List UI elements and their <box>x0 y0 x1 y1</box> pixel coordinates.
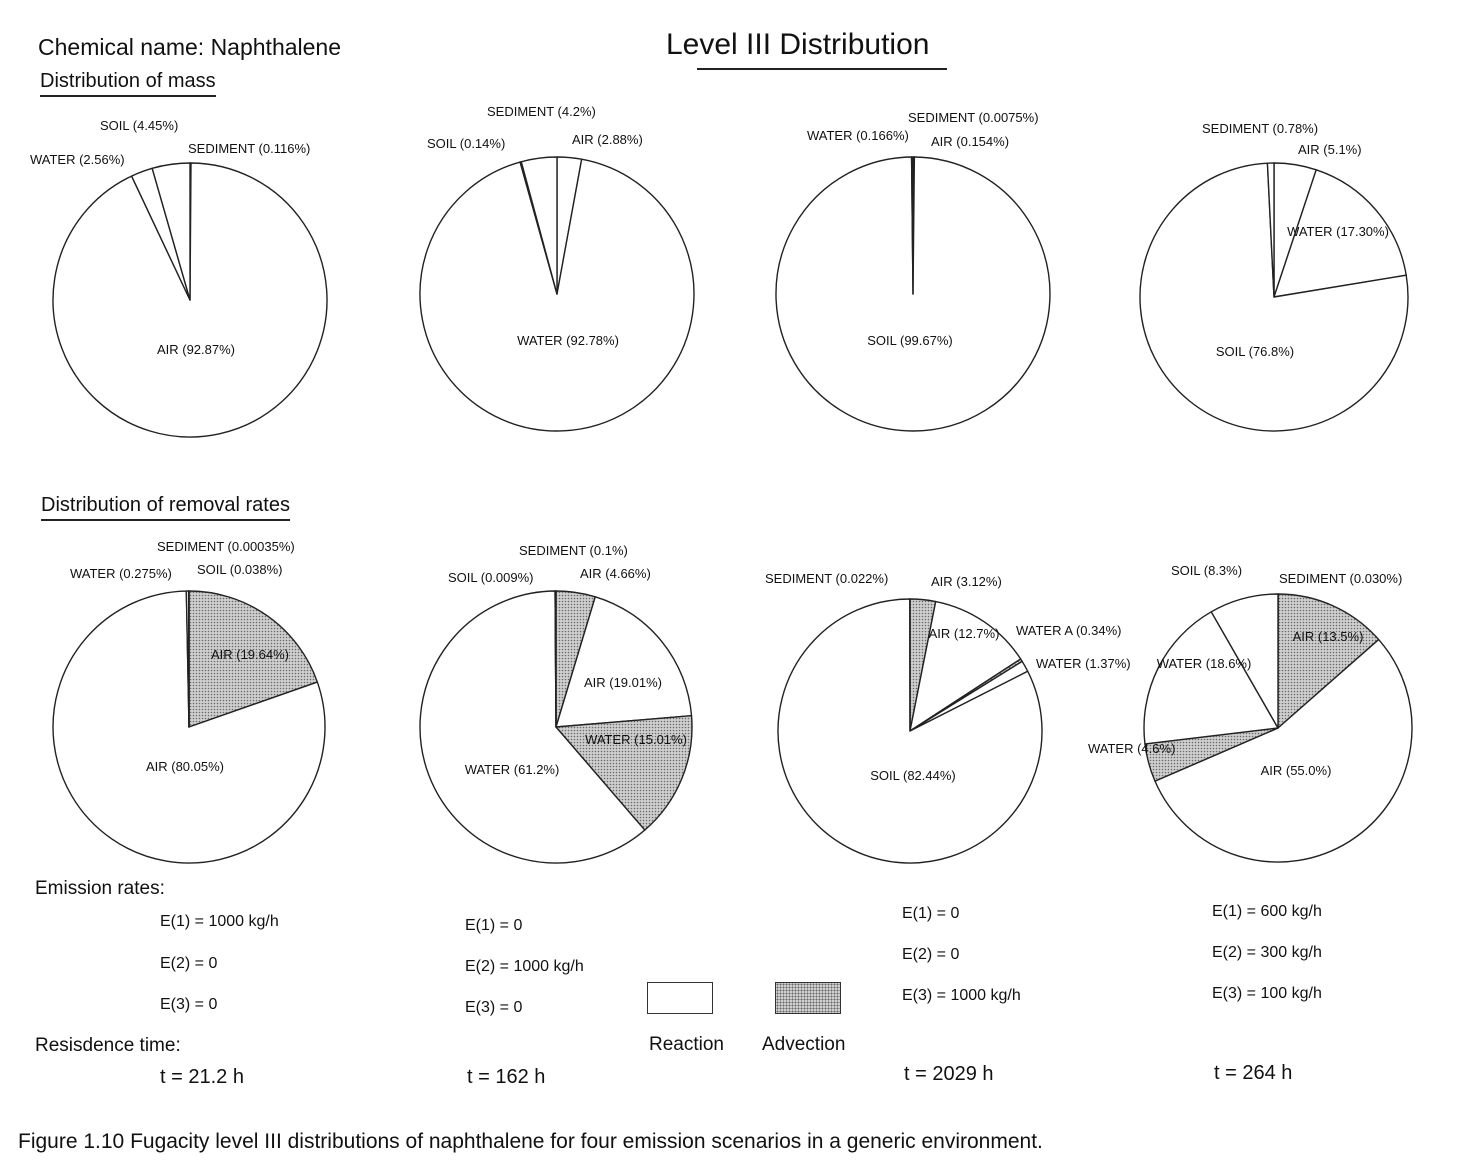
pie-chart-2 <box>420 104 694 431</box>
scenario2-e2: E(2) = 1000 kg/h <box>465 958 584 975</box>
slice-label-soil-76-8: SOIL (76.8%) <box>1215 344 1295 359</box>
figure-caption: Figure 1.10 Fugacity level III distributions of naphthalene for four emission scenarios in a generic environment. <box>18 1130 1043 1153</box>
slice-label-air-12-7: AIR (12.7%) <box>928 626 1000 641</box>
scenario4-e2: E(2) = 300 kg/h <box>1212 944 1322 961</box>
pie-chart-4 <box>1140 121 1408 431</box>
scenario4-e1: E(1) = 600 kg/h <box>1212 903 1322 920</box>
slice-label-water-61-2: WATER (61.2%) <box>464 762 560 777</box>
legend-reaction-swatch <box>647 982 713 1014</box>
slice-label-soil-0-038: SOIL (0.038%) <box>197 562 283 577</box>
slice-label-sediment-0-00035: SEDIMENT (0.00035%) <box>157 539 295 554</box>
pie-chart-8 <box>1088 563 1412 862</box>
removal-section-heading: Distribution of removal rates <box>41 494 290 521</box>
pie-slice-sediment-0-1 <box>555 591 556 727</box>
slice-label-water-0-166: WATER (0.166%) <box>807 128 909 143</box>
scenario3-residence-time: t = 2029 h <box>904 1063 994 1085</box>
slice-label-air-19-01: AIR (19.01%) <box>583 675 663 690</box>
scenario1-e2: E(2) = 0 <box>160 955 218 972</box>
residence-time-heading: Resisdence time: <box>35 1035 181 1056</box>
slice-label-water-18-6: WATER (18.6%) <box>1156 656 1252 671</box>
scenario1-e1: E(1) = 1000 kg/h <box>160 913 279 930</box>
scenario2-e1: E(1) = 0 <box>465 917 523 934</box>
pie-chart-3 <box>776 110 1050 431</box>
scenario3-e1: E(1) = 0 <box>902 905 960 922</box>
legend-advection-label: Advection <box>762 1034 846 1055</box>
slice-label-sediment-0-022: SEDIMENT (0.022%) <box>765 571 889 586</box>
slice-label-air-92-87: AIR (92.87%) <box>156 342 236 357</box>
slice-label-soil-0-14: SOIL (0.14%) <box>427 136 506 151</box>
slice-label-water-2-56: WATER (2.56%) <box>30 152 125 167</box>
slice-label-water-4-6: WATER (4.6%) <box>1088 741 1176 756</box>
slice-label-sediment-0-78: SEDIMENT (0.78%) <box>1202 121 1319 136</box>
slice-label-soil-0-009: SOIL (0.009%) <box>448 570 534 585</box>
legend-reaction-label: Reaction <box>649 1034 724 1055</box>
pie-chart-1 <box>30 118 327 437</box>
slice-label-soil-4-45: SOIL (4.45%) <box>100 118 179 133</box>
figure-title: Level III Distribution <box>666 28 930 61</box>
emission-rates-heading: Emission rates: <box>35 878 165 899</box>
slice-label-water-1-37: WATER (1.37%) <box>1036 656 1131 671</box>
slice-label-air-2-88: AIR (2.88%) <box>572 132 643 147</box>
scenario4-residence-time: t = 264 h <box>1214 1062 1293 1084</box>
legend-advection-swatch <box>775 982 841 1014</box>
slice-label-air-19-64: AIR (19.64%) <box>210 647 290 662</box>
slice-label-sediment-0-0075: SEDIMENT (0.0075%) <box>908 110 1039 125</box>
slice-label-air-80-05: AIR (80.05%) <box>145 759 225 774</box>
slice-label-sediment-0-1: SEDIMENT (0.1%) <box>519 543 628 558</box>
slice-label-soil-99-67: SOIL (99.67%) <box>867 333 953 348</box>
scenario4-e3: E(3) = 100 kg/h <box>1212 985 1322 1002</box>
slice-label-sediment-0-116: SEDIMENT (0.116%) <box>188 141 311 156</box>
pie-chart-7 <box>765 571 1131 863</box>
scenario1-e3: E(3) = 0 <box>160 996 218 1013</box>
scenario2-e3: E(3) = 0 <box>465 999 523 1016</box>
slice-label-water-a-0-34: WATER A (0.34%) <box>1016 623 1122 638</box>
slice-label-water-15-01: WATER (15.01%) <box>585 732 687 747</box>
slice-label-air-55-0: AIR (55.0%) <box>1260 763 1332 778</box>
slice-label-water-0-275: WATER (0.275%) <box>70 566 172 581</box>
slice-label-air-0-154: AIR (0.154%) <box>931 134 1010 149</box>
slice-label-air-4-66: AIR (4.66%) <box>580 566 651 581</box>
pie-chart-5 <box>53 539 325 863</box>
mass-section-heading: Distribution of mass <box>40 70 216 97</box>
slice-label-sediment-0-030: SEDIMENT (0.030%) <box>1279 571 1403 586</box>
scenario3-e2: E(2) = 0 <box>902 946 960 963</box>
scenario1-residence-time: t = 21.2 h <box>160 1066 244 1088</box>
slice-label-air-3-12: AIR (3.12%) <box>931 574 1002 589</box>
slice-label-air-5-1: AIR (5.1%) <box>1298 142 1362 157</box>
slice-label-sediment-4-2: SEDIMENT (4.2%) <box>487 104 596 119</box>
slice-label-soil-8-3: SOIL (8.3%) <box>1171 563 1243 578</box>
chemical-name: Chemical name: Naphthalene <box>38 34 342 60</box>
scenario3-e3: E(3) = 1000 kg/h <box>902 987 1021 1004</box>
slice-label-soil-82-44: SOIL (82.44%) <box>870 768 956 783</box>
slice-label-water-17-30: WATER (17.30%) <box>1287 224 1389 239</box>
pie-chart-6 <box>420 543 692 863</box>
slice-label-air-13-5: AIR (13.5%) <box>1292 629 1364 644</box>
slice-label-water-92-78: WATER (92.78%) <box>517 333 619 348</box>
scenario2-residence-time: t = 162 h <box>467 1066 546 1088</box>
